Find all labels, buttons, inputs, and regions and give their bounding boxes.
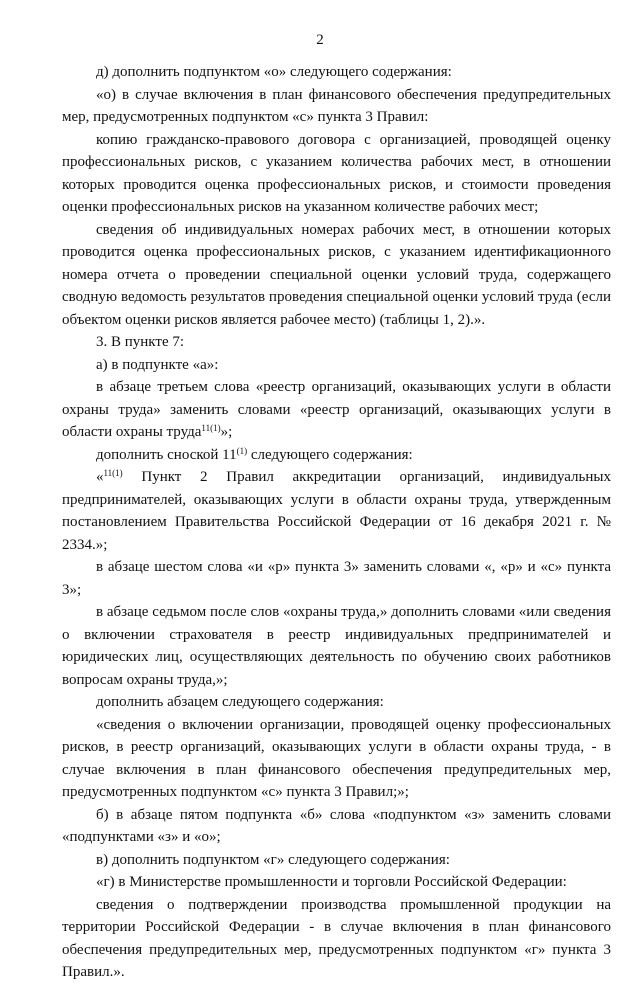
paragraph: в абзаце седьмом после слов «охраны труда,» дополнить словами «или сведения о включении страхователя в реестр индивидуальных предпринимателей и юридических лиц, осуществляющих деятельность по обучению своих работников вопросам охраны труда,»; xyxy=(62,604,611,688)
paragraph: «г) в Министерстве промышленности и торговли Российской Федерации: xyxy=(96,874,567,890)
footnote-marker: 11(1) xyxy=(103,468,123,478)
paragraph: копию гражданско-правового договора с организацией, проводящей оценку профессиональных рисков, с указанием количества рабочих мест, в отношении которых проводится оценка профессиональных рисков, и стоимости проведения оценки профессиональных рисков на указанном количестве рабочих мест; xyxy=(62,131,611,215)
footnote-marker: (1) xyxy=(236,445,248,456)
document-body xyxy=(62,61,611,984)
paragraph: д) дополнить подпунктом «о» следующего содержания: xyxy=(96,64,452,80)
paragraph: в абзаце третьем слова «реестр организаций, оказывающих услуги в области охраны труда» заменить словами «реестр организаций, оказывающих услуги в области охраны труда$^{11(1)}$»; xyxy=(62,379,611,440)
paragraph: «о) в случае включения в план финансового обеспечения предупредительных мер, предусмотренных подпунктом «с» пункта 3 Правил: xyxy=(62,86,611,125)
paragraph: дополнить сноской 11$^{(1)}$ следующего содержания: xyxy=(96,445,413,463)
paragraph: «сведения о включении организации, проводящей оценку профессиональных рисков, в реестр организаций, оказывающих услуги в области охраны труда, - в случае включения в план финансового обеспечения предупредительных мер, предусмотренных подпунктом «с» пункта 3 Правил;»; xyxy=(62,716,611,800)
footnote-marker: 11(1) xyxy=(201,423,221,433)
paragraph: в) дополнить подпунктом «г» следующего содержания: xyxy=(96,851,450,868)
page-number: 2 xyxy=(316,32,324,48)
paragraph: дополнить абзацем следующего содержания: xyxy=(96,694,384,710)
paragraph: сведения об индивидуальных номерах рабочих мест, в отношении которых проводится оценка профессиональных рисков, с указанием идентификационного номера отчета о проведении специальной оценки условий труда, содержащего сводную ведомость результатов проведения специальной оценки условий труда (если объектом оценки рисков является рабочее место) (таблицы 1, 2).». xyxy=(62,221,611,328)
paragraph: в абзаце шестом слова «и «р» пункта 3» заменить словами «, «р» и «с» пункта 3»; xyxy=(62,559,611,598)
paragraph: «$^{11(1)}$ Пункт 2 Правил аккредитации организаций, индивидуальных предпринимателей, оказывающих услуги в области охраны труда, утвержденным постановлением Правительства Российской Федерации от 16 декабря 2021 г. № 2334.»; xyxy=(62,468,611,553)
paragraph: сведения о подтверждении производства промышленной продукции на территории Российской Федерации - в случае включения в план финансового обеспечения предупредительных мер, предусмотренных подпунктом «г» пункта 3 Правил.». xyxy=(62,896,611,980)
paragraph: б) в абзаце пятом подпункта «б» слова «подпунктом «з» заменить словами «подпунктами «з» и «о»; xyxy=(62,806,611,845)
paragraph: 3. В пункте 7: xyxy=(96,334,185,350)
paragraph: а) в подпункте «а»: xyxy=(96,356,219,373)
